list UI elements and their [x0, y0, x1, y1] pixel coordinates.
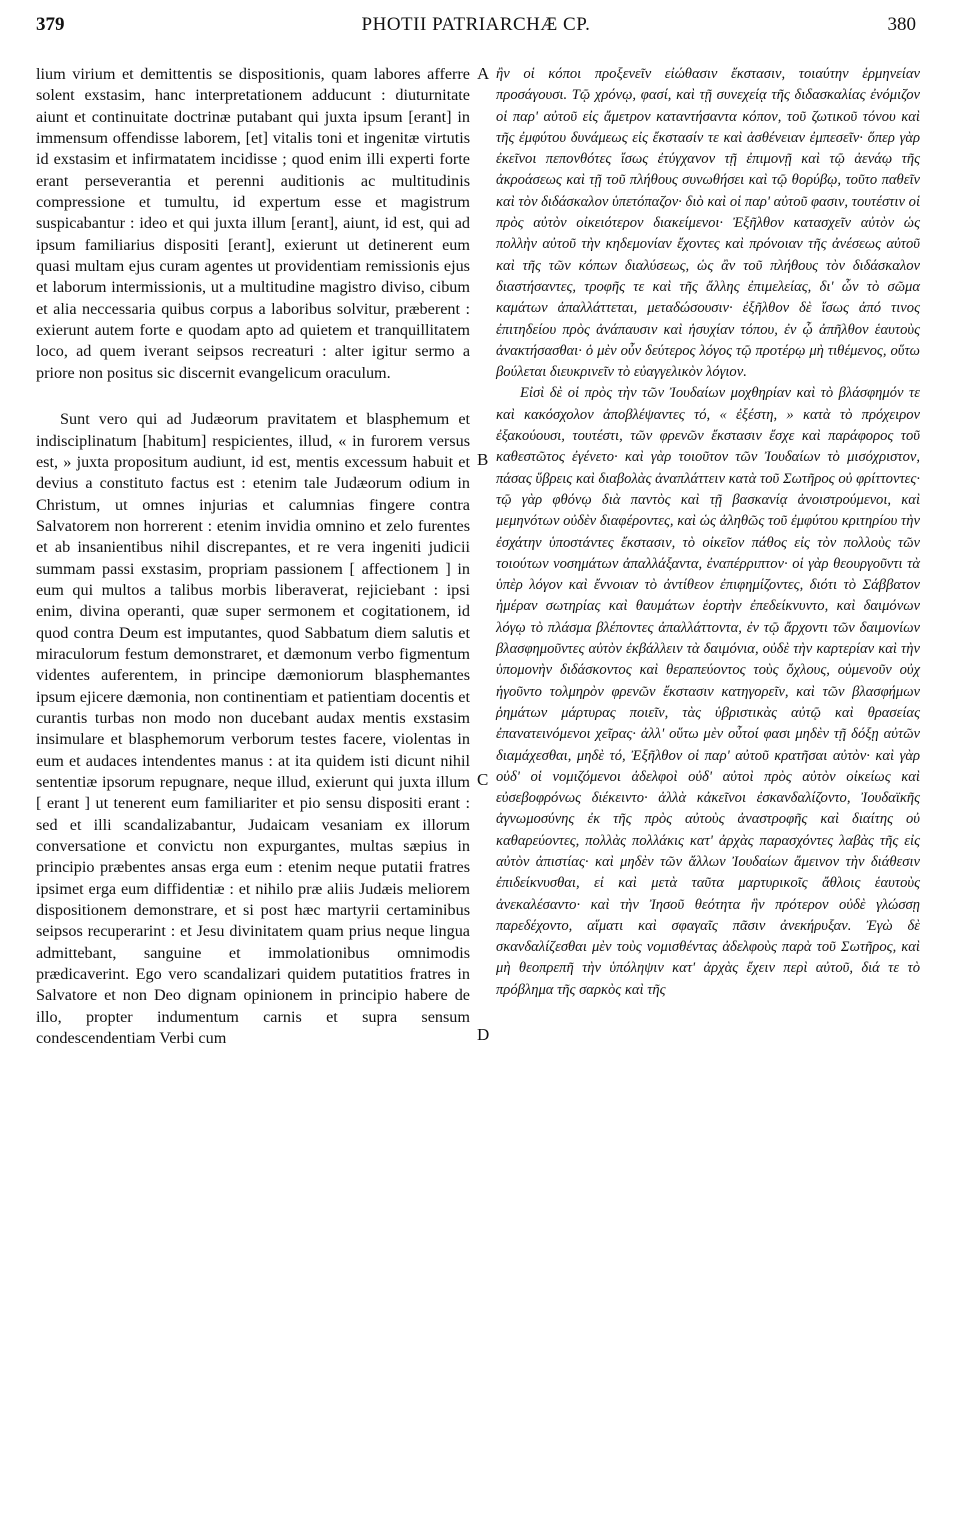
greek-paragraph: Εἰσὶ δὲ οἱ πρὸς τὴν τῶν Ἰουδαίων μοχθηρίαν καὶ τὸ βλάσφημόν τε καὶ κακόσχολον ἀποβλέψαντες τό, « ἐξέστη, » κατὰ τὸ πρόχειρον ἐξακούουσι, τουτέστι, τῶν φρενῶν ἔκστασιν ἔσχε καὶ παράφορος τοῦ καθεστῶτος ἐγένετο· καὶ γὰρ τοιοῦτον τῶν Ἰουδαίων τὸ μισόχριστον, πάσας ὕβρεις καὶ διαβολὰς ἀναπλάττειν κατὰ τοῦ Σωτῆρος οὐ φρίττοντες· τῷ γὰρ φθόνῳ διὰ παντὸς καὶ τῇ βασκανίᾳ ἀνοιστρούμενοι, καὶ μεμηνότων οὐδὲν διαφέροντες, καὶ ὡς ἀληθῶς τοῦ ἐμφύτου κριτηρίου τὴν ἐσχάτην ὑποστάντες ἔκστασιν, τὸ οἰκεῖον πάθος εἰς τὸν πολλοὺς τῶν τοιούτων νοσημάτων ἀπαλλάξαντα, ἐναπέρριπτον· οἱ γὰρ θεουργοῦντι τὰ ὑπὲρ λόγον καὶ ἔννοιαν τὸ ἀντίθεον ἐπιφημίζοντες, διότι τὸ Σάββατον ἡμέραν σωτηρίας καὶ θαυμάτων ἑορτὴν ἐπεδείκνυντο, καὶ δαιμόνων λόγῳ τὸ πλάσμα βλέποντες ἀπαλλάττοντα, ἐν τῷ ἄρχοντι τῶν δαιμονίων βλασφημοῦντες αὐτὸν ἐκβάλλειν τὰ δαιμόνια, οὐδὲ τὴν καρτερίαν καὶ τὴν ὑπομονὴν διδάσκοντος καὶ θεραπεύοντος τοὺς ὄχλους, οὐμενοῦν οὐχ ἡγοῦντο τολμηρὸν φρενῶν ἔκστασιν κατηγορεῖν, καὶ τῶν βλασφήμων ῥημάτων μάρτυρας ποιεῖν, τὰς ὑβριστικὰς αὐτῷ καὶ θρασείας ἐπανατεινόμενοι χεῖρας· ἀλλ' οὕτω μὲν οὗτοί φασι μηδὲν τῇ δόξῃ αὐτῶν διαμάχεσθαι, μηδὲ τό, Ἐξῆλθον οἱ παρ' αὐτοῦ κρατῆσαι αὐτὸν· καὶ γὰρ οὐδ' οἱ νομιζόμενοι ἀδελφοὶ οὐδ' αὐτοὶ πρὸς αὐτὸν οἰκείως καὶ εὐσεβοφρόνως διέκειντο· ἀλλὰ κἀκεῖνοι ἐσκανδαλίζοντο, Ἰουδαϊκῆς ἀγνωμοσύνης ἐκ τῆς πρὸς αὐτοὺς ἀναστροφῆς καὶ διαίτης οὐ καθαρεύοντες, πολλὰς πολλάκις κατ' ἀρχὰς παρασχόντες λαβὰς τῆς εἰς αὐτὸν ἀπιστίας· καὶ μηδὲν τῶν ἄλλων Ἰουδαίων ἄμεινον τὴν διάθεσιν ἐπιδείκνυσθαι, εἰ καὶ μετὰ ταῦτα μαρτυρικοῖς ἄθλοις ἑαυτοὺς ἀνεκαλέσαντο· καὶ τὴν Ἰησοῦ θεότητα ἣν πρότερον οὐδὲ γλώσσῃ παρεδέχοντο, αἵματι καὶ σφαγαῖς πᾶσιν ἀνεκήρυξαν. Ἐγὼ δὲ σκανδαλίζεσθαι μὲν τοὺς νομισθέντας ἀδελφοὺς παρὰ τοῦ Σωτῆρος, καὶ μὴ θεοπρεπῆ τὴν ὑπόληψιν κατ' ἀρχὰς ἔχειν περὶ αὐτοῦ, διά τε τὸ πρόβλημα τῆς σαρκὸς καὶ τῆς: [496, 385, 920, 998]
running-title: PHOTII PATRIARCHÆ CP.: [361, 14, 591, 35]
margin-marker-b: B: [477, 450, 489, 469]
margin-marker-d: D: [477, 1025, 490, 1044]
greek-column: [496, 64, 920, 1001]
latin-column: [36, 64, 470, 1049]
page-header: [36, 6, 916, 46]
margin-marker-c: C: [477, 770, 489, 789]
margin-marker-a: A: [477, 64, 490, 83]
greek-paragraph: ἢν οἱ κόποι προξενεῖν εἰώθασιν ἔκστασιν, τοιαύτην ἑρμηνείαν προσάγουσι. Τῷ χρόνῳ, φασί, καὶ τῇ συνεχείᾳ τῆς διδασκαλίας ἐνόμιζον οἱ παρ' αὐτοῦ εἰς ἄμετρον καταντήσαντα κόπον, τοῦ ζωτικοῦ τόνου καὶ τῆς ἐμφύτου δυνάμεως εἰς ἔκστασίν τε καὶ ἀσθένειαν ἐμπεσεῖν· ὅπερ γὰρ ἐκεῖνοι πεπονθότες ἴσως ἐτύγχανον τῇ ἐπιμονῇ καὶ τῷ ἀενάῳ τῆς ἀκροάσεως καὶ τῇ τοῦ πλήθους συνωθήσει καὶ τῷ θορύβῳ, τοῦτο παθεῖν καὶ τὸν διδάσκαλον ὑπετόπαζον· διὸ καὶ οἱ παρ' αὐτοῦ φασιν, τουτέστιν οἱ πρὸς αὐτὸν οἰκειότερον διακείμενοι· Ἐξῆλθον κατασχεῖν αὐτὸν ὡς πολλὴν αὐτοῦ τὴν κηδεμονίαν ἔχοντες καὶ πρόνοιαν τῆς ἀνέσεως αὐτοῦ καὶ τῆς τῶν κόπων διαλύσεως, ὡς ἂν τοῦ πλήθους τὸν διδάσκαλον διαστήσαντες, τροφῆς τε καὶ τῆς ἄλλης ἐπιμελείας, δι' ὧν τὸ σῶμα καμάτων ἀπαλλάττεται, μεταδώσουσιν· ἐξῆλθον δὲ ἴσως ἀπό τινος ἐπιτηδείου πρὸς ἀνάπαυσιν καὶ ἡσυχίαν τόπου, ἐν ᾧ ἀπῆλθον ἑαυτοὺς ἀνακτήσασθαι· ὁ μὲν οὖν δεύτερος λόγος τῷ προτέρῳ μὴ τιθέμενος, οὕτω βούλεται διευκρινεῖν τὸ εὐαγγελικὸν λόγιον.: [496, 66, 920, 381]
paragraph-gap: [36, 384, 470, 409]
latin-paragraph: lium virium et demittentis se dispositionis, quam labores afferre solent exstasim, hanc interpretationem adducunt : diuturnitate aiunt et continuitate doctrinæ putabant qui juxta ipsum [erant] in immensum offendisse laborem, [et] vitalis toni et ingenitæ virtutis id exstasim et infirmatatem incidisse ; quod enim illi experti forte erant perseverantia et perenni auditionis ac multitudinis compressione et tumultu, id expertum esse et magistrum suspicabantur : ideo et qui juxta illum [erant], aiunt, id est, qui ad ipsum familiarius dispositi [erant], exierunt ut detinerent eum quasi multam ejus curam agentes ut providentiam remissionis ejus et laborum intermissionis, ut a multitudine magistro diviso, cibum et alia neccessaria quibus corpus a laboribus solvitur, præberent : exierunt autem forte e quodam apto ad quietem et tranquillitatem loco, ad quem iverant seipsos recreaturi : alter igitur sermo a priore non positus sic discernit evangelicum oraculum.: [36, 65, 470, 382]
latin-paragraph: Sunt vero qui ad Judæorum pravitatem et blasphemum et indisciplinatum [habitum] respicientes, illud, « in furorem versus est, » juxta propositum audiunt, id est, mentis excessum habuit et devius a constituto factus est : etenim tale Judæorum odium in Christum, ut omnes injurias et calumnias fingere contra Salvatorem non horrerent : etenim invidia omnino et zelo furentes et ab insanientibus nihil discrepantes, et re vera ingeniti judicii summam passi exstasim, propriam passionem [ affectionem ] in eum qui multos a talibus morbis liberaverat, rejiciebant : ipsi enim, divina operanti, quæ super sermonem et cogitationem, id quod contra Deum est imputantes, quod Sabbatum diem salutis et miraculorum festum demonstraret, et dæmonum verbo figmentum videntes auferentem, in principe dæmoniorum blasphemantes ipsum ejicere dæmonia, non continentiam et patientiam docentis et curantis turbas non modo non ducebant audax mentis exstasim insimulare et blasphemorum verborum testes facere, violentas in eum et audaces intendentes manus : at ita quidem isti dicunt nihil sententiæ ipsorum repugnare, neque illud, exierunt qui juxta illum [ erant ] ut tenerent eum familiariter et pio sensu dispositi erant : sed et illi scandalizabantur, Judaicam vesaniam ex illorum conversatione et convictu non expurgantes, multas sæpius in principio præbentes ansas erga eum : etenim neque putatii fratres ipsimet erga eum diffidentiæ : et nihilo præ aliis Judæis meliorem dispositionem demonstrare, et si post hæc martyrii certaminibus seipsos recuperarint : et Jesu divinitatem quam prius neque lingua admittebant, sanguine et immolationibus omnimodis prædicaverint. Ego vero scandalizari quidem putatitios fratres in Salvatore et non Deo dignam opinionem in principio habere de illo, propter indumentum carnis et supra sensum condescendentiam Verbi cum: [36, 410, 470, 1048]
page-number-left: 379: [36, 14, 65, 35]
page-number-right: 380: [887, 14, 916, 35]
